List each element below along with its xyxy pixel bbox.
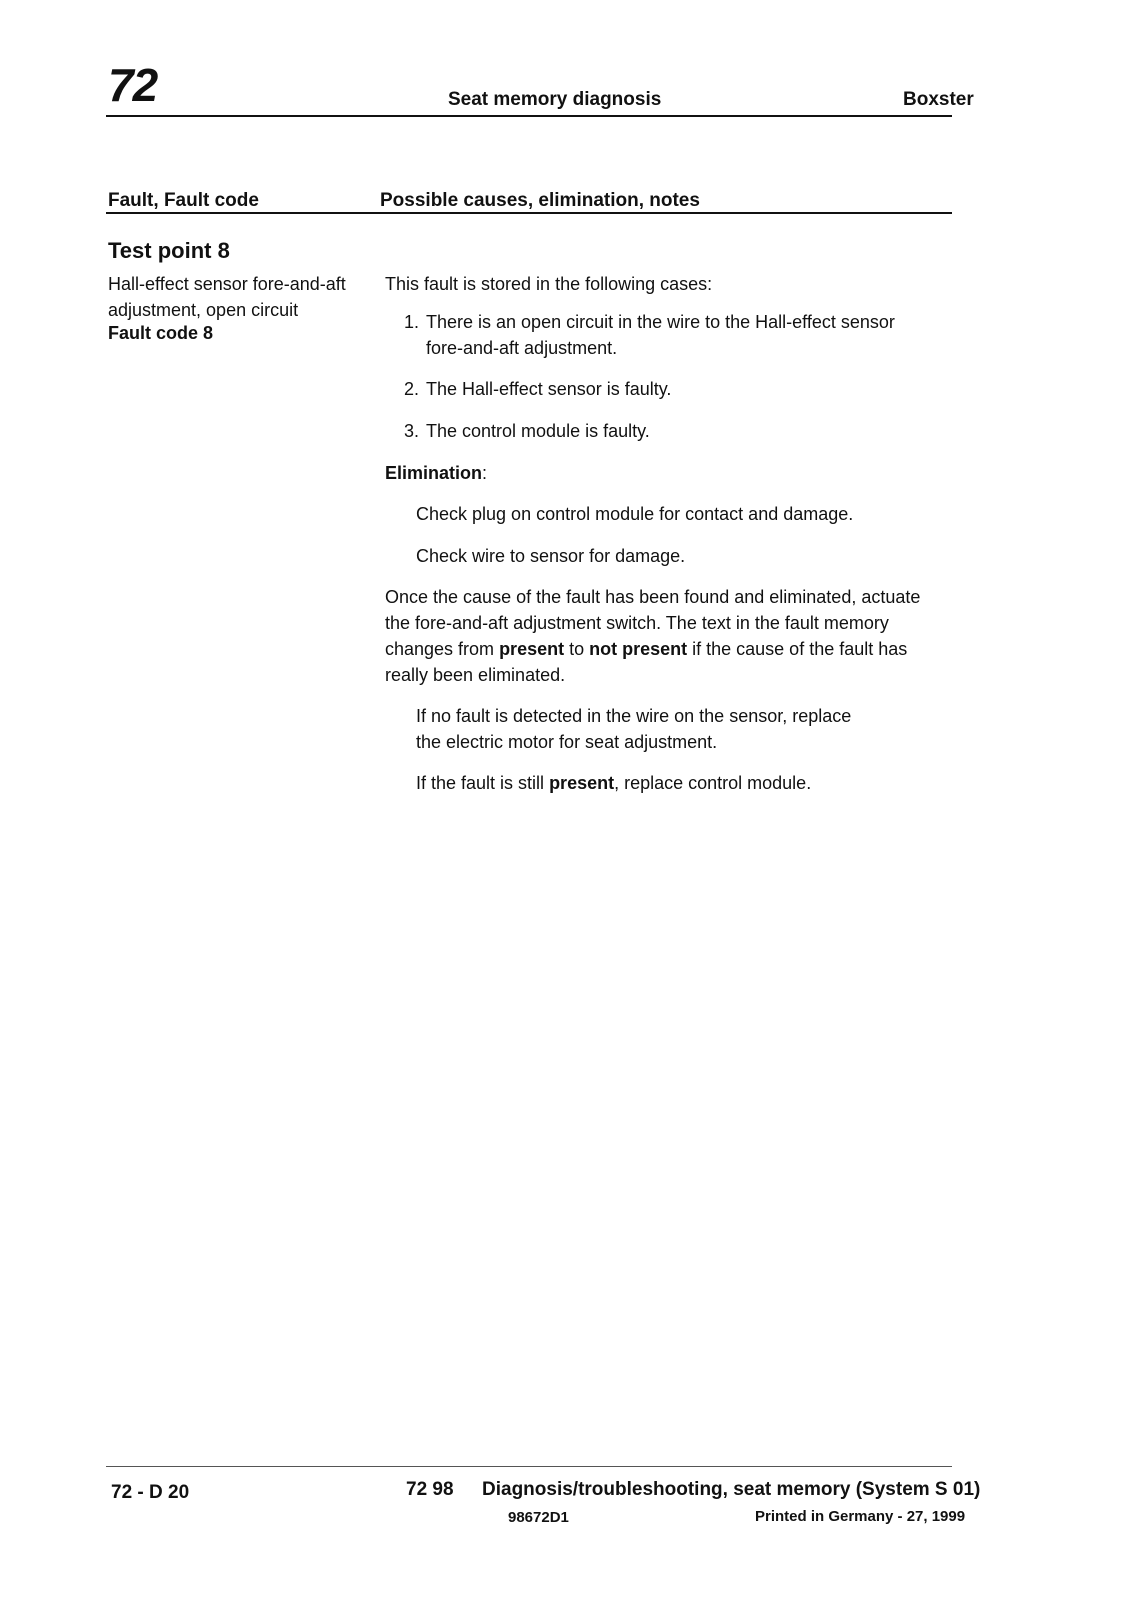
list-item-text: The control module is faulty. bbox=[426, 421, 650, 441]
vehicle-model: Boxster bbox=[903, 89, 974, 110]
fault-code: Fault code 8 bbox=[108, 323, 214, 343]
list-item-number: 3. bbox=[404, 421, 420, 441]
list-item bbox=[404, 309, 924, 361]
column-header-causes: Possible causes, elimination, notes bbox=[380, 190, 700, 211]
header-rule bbox=[106, 115, 952, 117]
elimination-label: Elimination bbox=[385, 463, 483, 483]
footer-print-info: Printed in Germany - 27, 1999 bbox=[755, 1508, 966, 1525]
note-replace-module bbox=[416, 770, 811, 796]
note-replace-motor: If no fault is detected in the wire on the sensor, replace the electric motor for seat adjustment. bbox=[416, 706, 852, 752]
list-item-number: 2. bbox=[404, 379, 420, 399]
column-header-fault: Fault, Fault code bbox=[108, 190, 259, 211]
after-fix-paragraph bbox=[385, 584, 930, 688]
after-fix-text: to bbox=[564, 639, 590, 659]
section-number: 72 bbox=[108, 59, 158, 111]
list-item bbox=[404, 418, 650, 444]
footer-doc-number: 72 98 bbox=[406, 1479, 454, 1500]
list-item-text: There is an open circuit in the wire to the Hall-effect sensor fore-and-aft adjustment. bbox=[426, 312, 895, 358]
status-present: present bbox=[549, 773, 615, 793]
footer-doc-title: Diagnosis/troubleshooting, seat memory (System S 01) bbox=[482, 1479, 981, 1500]
column-header-rule bbox=[106, 212, 952, 214]
causes-intro: This fault is stored in the following cases: bbox=[385, 274, 713, 294]
elimination-colon: : bbox=[482, 463, 488, 483]
list-item-number: 1. bbox=[404, 312, 420, 332]
list-item bbox=[404, 376, 671, 402]
elimination-step: Check wire to sensor for damage. bbox=[416, 546, 686, 566]
footer-code: 98672D1 bbox=[508, 1509, 569, 1526]
fault-description: Hall-effect sensor fore-and-aft adjustment, open circuit bbox=[108, 274, 346, 320]
note-text: , replace control module. bbox=[614, 773, 812, 793]
footer-rule bbox=[106, 1466, 952, 1467]
note-text: If the fault is still bbox=[416, 773, 550, 793]
elimination-step: Check plug on control module for contact and damage. bbox=[416, 504, 854, 524]
after-fix-text: Once the cause of the fault has been found and eliminated, actuate the fore-and-aft adjustment switch. The text in the fault memory changes from bbox=[385, 587, 921, 659]
elimination-heading bbox=[385, 460, 487, 486]
page-title: Seat memory diagnosis bbox=[448, 89, 662, 110]
after-fix-text: if the cause of the fault has really been eliminated. bbox=[385, 639, 908, 685]
footer-page-number: 72 - D 20 bbox=[111, 1482, 190, 1503]
status-present: present bbox=[499, 639, 565, 659]
test-point-title: Test point 8 bbox=[108, 238, 230, 263]
list-item-text: The Hall-effect sensor is faulty. bbox=[426, 379, 672, 399]
status-not-present: not present bbox=[589, 639, 688, 659]
